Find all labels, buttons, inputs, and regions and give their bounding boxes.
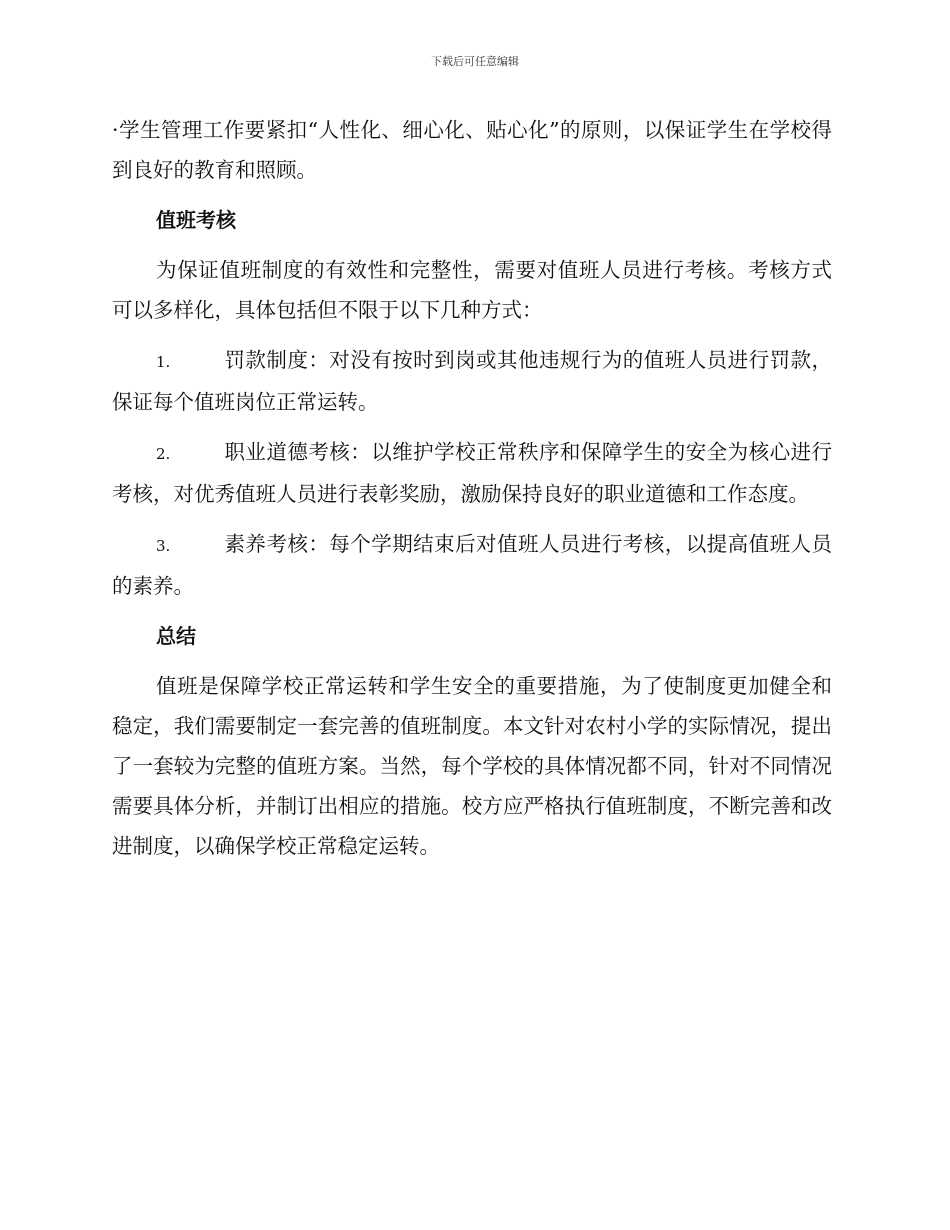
assessment-paragraph: 为保证值班制度的有效性和完整性，需要对值班人员进行考核。考核方式可以多样化，具体包括但不限于以下几种方式： xyxy=(112,258,832,322)
intro-text: 学生管理工作要紧扣“人性化、细心化、贴心化”的原则，以保证学生在学校得到良好的教育和照顾。 xyxy=(112,118,832,182)
section-heading-assessment: 值班考核 xyxy=(156,208,236,232)
list-item-number: 1. xyxy=(156,353,171,371)
list-item-number: 2. xyxy=(156,445,171,463)
bullet-icon: · xyxy=(112,118,119,142)
list-item-text: 职业道德考核：以维护学校正常秩序和保障学生的安全为核心进行考核，对优秀值班人员进行表彰奖励，激励保持良好的职业道德和工作态度。 xyxy=(112,440,832,506)
list-item xyxy=(112,340,832,422)
summary-paragraph: 值班是保障学校正常运转和学生安全的重要措施，为了使制度更加健全和稳定，我们需要制定一套完善的值班制度。本文针对农村小学的实际情况，提出了一套较为完整的值班方案。当然，每个学校的具体情况都不同，针对不同情况需要具体分析，并制订出相应的措施。校方应严格执行值班制度，不断完善和改进制度，以确保学校正常稳定运转。 xyxy=(112,674,832,858)
list-item-number: 3. xyxy=(156,537,171,555)
intro-paragraph xyxy=(112,110,832,190)
list-item-text: 罚款制度：对没有按时到岗或其他违规行为的值班人员进行罚款，保证每个值班岗位正常运转。 xyxy=(112,348,832,414)
list-item xyxy=(112,432,832,514)
list-item xyxy=(112,524,832,606)
list-item-text: 素养考核：每个学期结束后对值班人员进行考核，以提高值班人员的素养。 xyxy=(112,532,832,598)
section-heading-summary: 总结 xyxy=(156,624,196,648)
page-header-note: 下载后可任意编辑 xyxy=(431,55,519,68)
document-body xyxy=(112,110,832,876)
